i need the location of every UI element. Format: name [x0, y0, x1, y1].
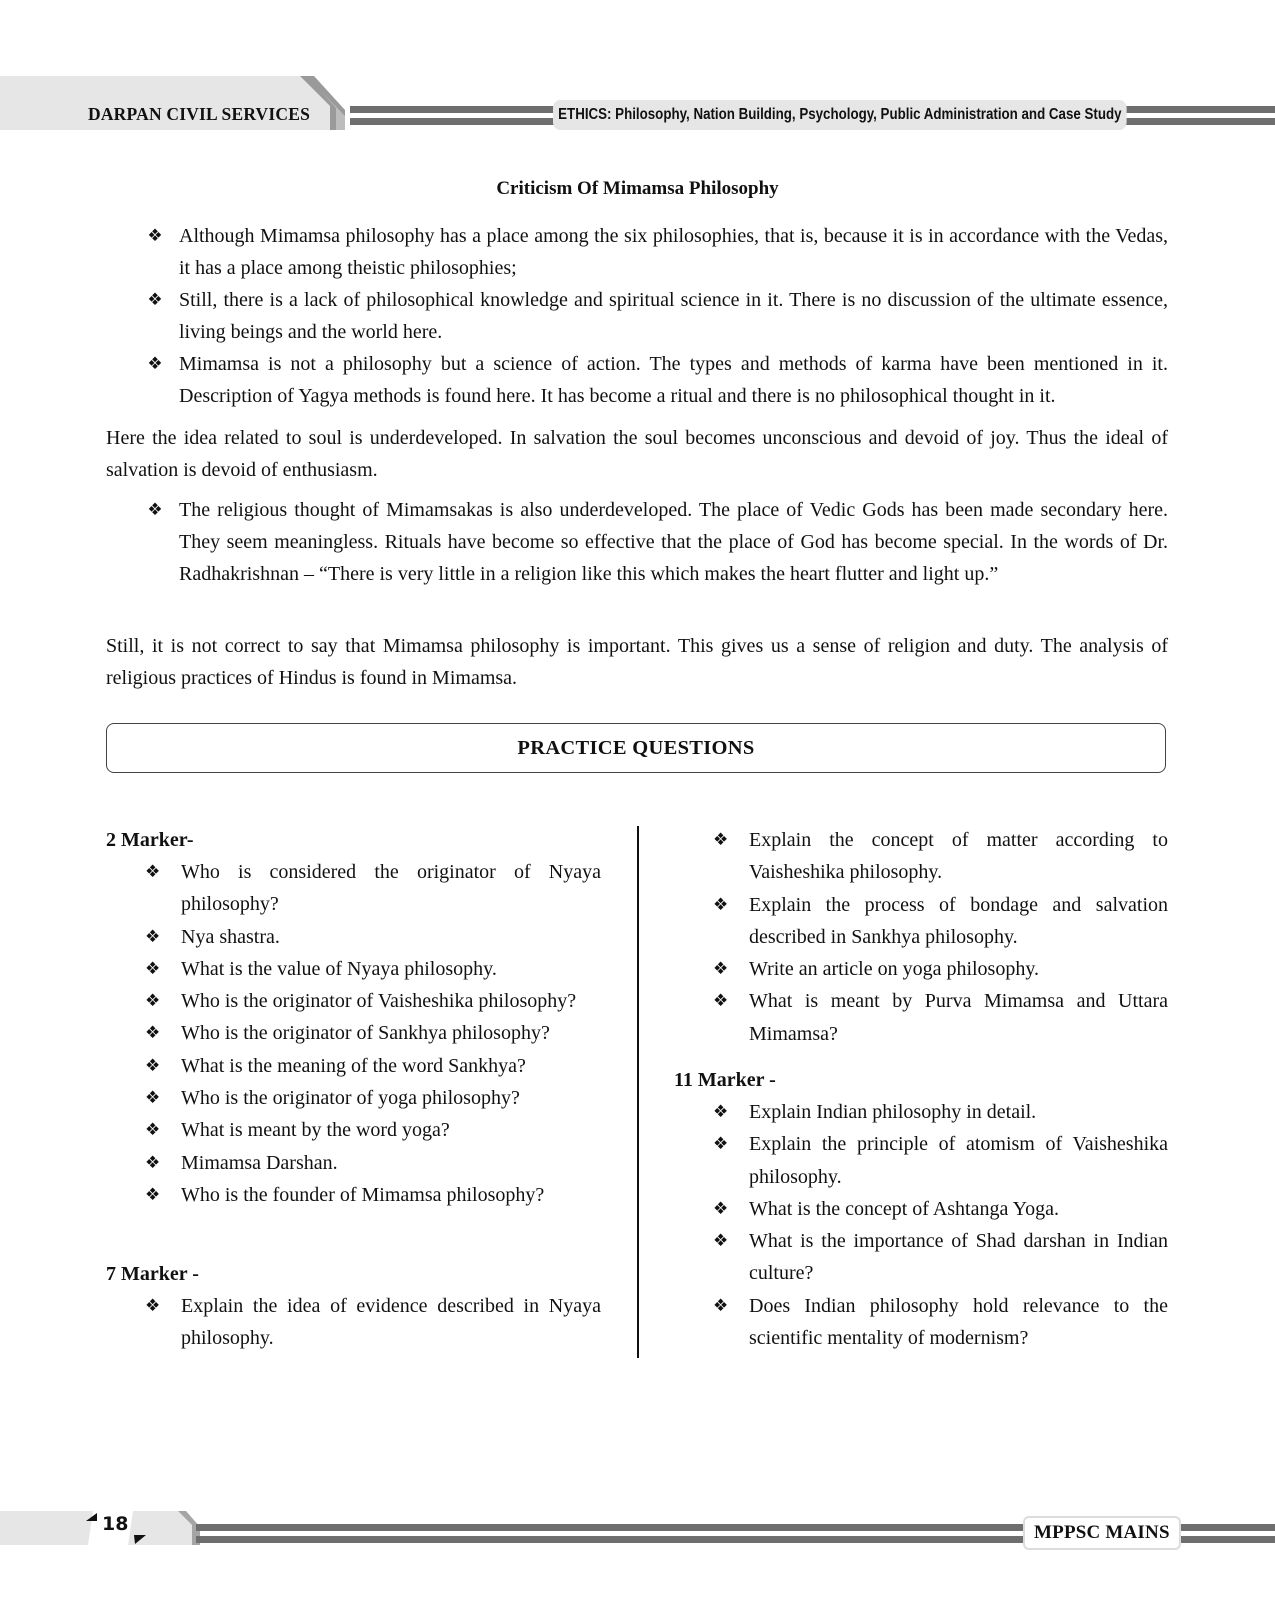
bullet-diamond-icon: ❖ [713, 1102, 729, 1121]
marker-heading-2: 2 Marker- [106, 829, 194, 851]
header-brand: DARPAN CIVIL SERVICES [88, 104, 311, 124]
question-item [145, 1290, 601, 1355]
question-item [145, 1114, 601, 1146]
criticism-list-2 [145, 494, 1168, 590]
question-item [145, 1082, 601, 1114]
list-item-text: Still, there is a lack of philosophical knowledge and spiritual science in it. There is no discussion of the ultimate essence, living beings and the world here. [179, 289, 1168, 343]
question-item [713, 889, 1168, 954]
paragraph: Still, it is not correct to say that Mimamsa philosophy is important. This gives us a sense of religion and duty. The analysis of religious practices of Hindus is found in Mimamsa. [106, 635, 1168, 689]
question-item [145, 1179, 601, 1211]
question-text: What is the concept of Ashtanga Yoga. [749, 1197, 1059, 1220]
page-number: 18 [102, 1513, 129, 1535]
question-list-11-marker [713, 1096, 1168, 1354]
bullet-diamond-icon: ❖ [147, 354, 163, 373]
marker-heading-11: 11 Marker - [674, 1069, 776, 1091]
question-text: Explain the principle of atomism of Vaisheshika philosophy. [749, 1133, 1168, 1188]
list-item [145, 220, 1168, 284]
bullet-diamond-icon: ❖ [147, 226, 163, 245]
question-text: Explain the process of bondage and salvation described in Sankhya philosophy. [749, 893, 1168, 948]
footer-page-tab [0, 1511, 200, 1545]
question-text: Who is the originator of Vaisheshika philosophy? [181, 990, 577, 1013]
practice-questions-title: PRACTICE QUESTIONS [517, 736, 755, 759]
question-item [713, 1096, 1168, 1128]
question-item [713, 1128, 1168, 1193]
question-text: Who is the originator of Sankhya philosophy? [181, 1022, 550, 1045]
list-item [145, 494, 1168, 590]
bullet-diamond-icon: ❖ [713, 830, 729, 849]
question-item [713, 1290, 1168, 1355]
question-item [713, 824, 1168, 889]
question-item [145, 985, 601, 1017]
question-text: Explain the idea of evidence described in Nyaya philosophy. [181, 1295, 601, 1350]
bullet-diamond-icon: ❖ [713, 991, 729, 1011]
marker-heading-7: 7 Marker - [106, 1263, 199, 1285]
question-item [713, 1225, 1168, 1290]
question-text: Who is the originator of yoga philosophy? [181, 1087, 520, 1110]
practice-questions-banner [106, 723, 1166, 773]
question-text: Does Indian philosophy hold relevance to the scientific mentality of modernism? [749, 1294, 1168, 1350]
bullet-diamond-icon: ❖ [145, 862, 161, 881]
list-item-text: Mimamsa is not a philosophy but a science of action. The types and methods of karma have been mentioned in it. Description of Yagya methods is found here. It has become a ritual and there is no philosophical thought in it. [179, 353, 1168, 407]
question-text: Who is the founder of Mimamsa philosophy? [181, 1183, 545, 1206]
question-text: What is meant by the word yoga? [181, 1119, 450, 1142]
question-item [713, 953, 1168, 985]
question-list-2-marker [145, 856, 601, 1211]
question-item [145, 1050, 601, 1082]
question-item [145, 953, 601, 985]
page-footer [0, 1505, 1275, 1555]
question-text: Who is considered the originator of Nyaya philosophy? [181, 861, 601, 916]
bullet-diamond-icon: ❖ [145, 958, 161, 978]
page-header [0, 0, 1275, 140]
list-item [145, 348, 1168, 412]
criticism-list-1 [145, 220, 1168, 412]
bullet-diamond-icon: ❖ [145, 1055, 161, 1075]
bullet-diamond-icon: ❖ [145, 1023, 161, 1043]
bullet-diamond-icon: ❖ [713, 1198, 729, 1218]
question-text: What is the value of Nyaya philosophy. [181, 957, 497, 980]
bullet-diamond-icon: ❖ [145, 991, 161, 1011]
question-item [713, 1193, 1168, 1225]
list-item-text: The religious thought of Mimamsakas is also underdeveloped. The place of Vedic Gods has been made secondary here. They seem meaningless. Rituals have become so effective that the place of God has become special. In the words of Dr. Radhakrishnan – “There is very little in a religion like this which makes the heart flutter and light up.” [179, 499, 1168, 585]
bullet-diamond-icon: ❖ [145, 1088, 161, 1108]
bullet-diamond-icon: ❖ [713, 1134, 729, 1154]
bullet-diamond-icon: ❖ [713, 1295, 729, 1315]
bullet-diamond-icon: ❖ [147, 500, 163, 519]
column-divider [637, 826, 639, 1358]
bullet-diamond-icon: ❖ [147, 290, 163, 309]
bullet-diamond-icon: ❖ [145, 1184, 161, 1204]
list-item-text: Although Mimamsa philosophy has a place among the six philosophies, that is, because it is in accordance with the Vedas, it has a place among theistic philosophies; [179, 225, 1168, 279]
bullet-diamond-icon: ❖ [713, 1231, 729, 1251]
question-text: What is the meaning of the word Sankhya? [181, 1054, 526, 1077]
question-item [713, 985, 1168, 1050]
question-item [145, 856, 601, 921]
bullet-diamond-icon: ❖ [145, 1152, 161, 1172]
bullet-diamond-icon: ❖ [145, 1120, 161, 1140]
question-text: What is meant by Purva Mimamsa and Uttara Mimamsa? [749, 990, 1168, 1045]
bullet-diamond-icon: ❖ [145, 1296, 161, 1315]
question-item [145, 1147, 601, 1179]
footer-exam-badge: MPPSC MAINS [1023, 1516, 1181, 1550]
question-text: Write an article on yoga philosophy. [749, 958, 1040, 981]
question-text: Explain Indian philosophy in detail. [749, 1101, 1037, 1123]
question-list-7-marker-left [145, 1290, 601, 1355]
question-text: What is the importance of Shad darshan in Indian culture? [749, 1230, 1168, 1285]
question-text: Nya shastra. [181, 925, 280, 948]
section-title: Criticism Of Mimamsa Philosophy [496, 178, 779, 199]
question-text: Mimamsa Darshan. [181, 1151, 338, 1174]
question-list-7-marker-right [713, 824, 1168, 1050]
question-item [145, 921, 601, 953]
bullet-diamond-icon: ❖ [713, 894, 729, 914]
list-item [145, 284, 1168, 348]
paragraph: Here the idea related to soul is underdeveloped. In salvation the soul becomes unconscious and devoid of joy. Thus the ideal of salvation is devoid of enthusiasm. [106, 427, 1168, 481]
header-subject: ETHICS: Philosophy, Nation Building, Psychology, Public Administration and Case Study [553, 100, 1127, 130]
bullet-diamond-icon: ❖ [713, 959, 729, 979]
question-item [145, 1017, 601, 1049]
bullet-diamond-icon: ❖ [145, 926, 161, 946]
question-text: Explain the concept of matter according to Vaisheshika philosophy. [749, 829, 1168, 884]
